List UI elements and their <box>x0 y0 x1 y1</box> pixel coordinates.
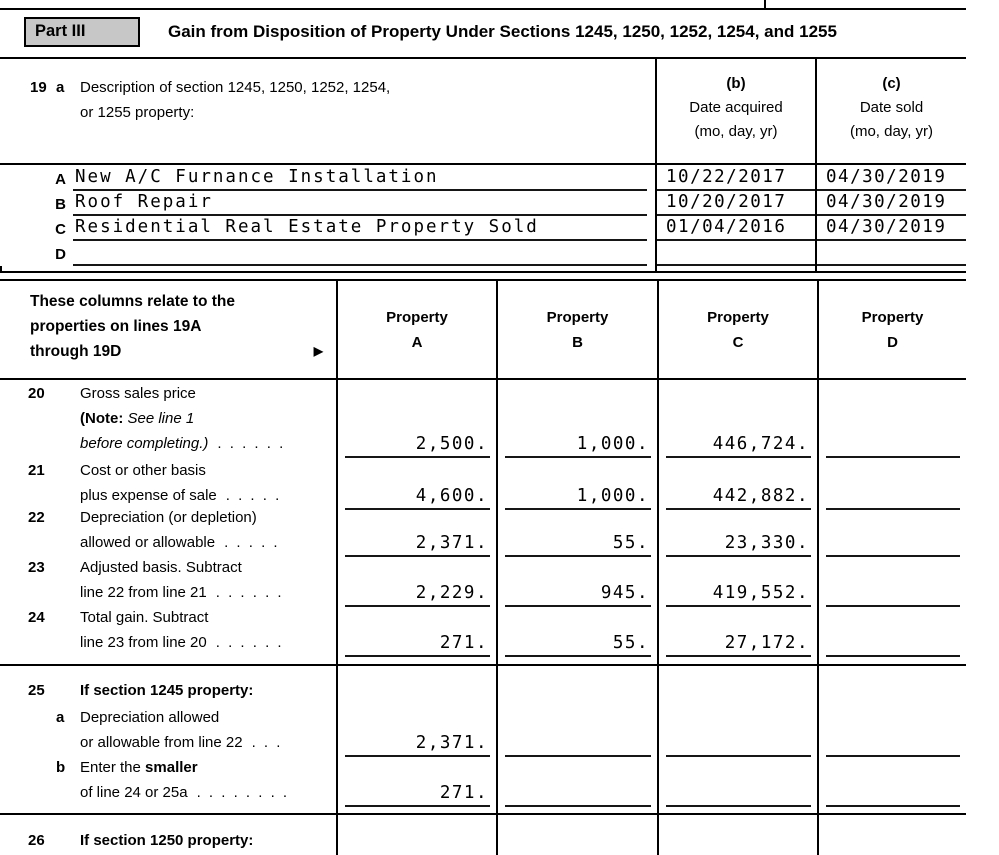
line23-property-d-field[interactable] <box>826 581 960 607</box>
description-field-b[interactable]: Roof Repair <box>73 191 647 216</box>
line19-table-bottom-gap <box>0 266 966 271</box>
line19-number: 19 <box>30 79 47 96</box>
date-sold-field-b[interactable]: 04/30/2019 <box>817 191 966 216</box>
columns-note: These columns relate to the properties on lines 19A through 19D ▶ <box>0 281 336 378</box>
line25b-property-a-field[interactable]: 271. <box>345 781 490 807</box>
line21-label: 21 Cost or other basis plus expense of sale . . . . . <box>28 462 282 504</box>
property-row-b <box>0 191 966 216</box>
line21-row <box>0 458 966 505</box>
properties-table <box>0 279 966 855</box>
line24-property-d-field[interactable] <box>826 631 960 657</box>
line24-label: 24 Total gain. Subtract line 23 from line 20 . . . . . . <box>28 609 284 651</box>
properties-table-header <box>0 281 966 380</box>
line23-property-b-field[interactable]: 945. <box>505 581 651 607</box>
line19-table <box>0 57 966 273</box>
property-d-column-header: Property D <box>817 281 966 378</box>
row-letter-d: D <box>55 246 66 263</box>
line25-heading: 25 If section 1245 property: <box>28 682 254 699</box>
line20-property-d-field[interactable] <box>826 432 960 458</box>
line25a-property-c-field[interactable] <box>666 731 811 757</box>
line19-label-line1: Description of section 1245, 1250, 1252, 1254, <box>80 79 391 96</box>
part-iii-header <box>24 17 837 47</box>
line25-heading-row <box>0 666 966 705</box>
line25a-row <box>0 705 966 755</box>
line23-label: 23 Adjusted basis. Subtract line 22 from line 21 . . . . . . <box>28 559 284 601</box>
column-b-header <box>655 59 815 163</box>
previous-section-bottom-border <box>0 8 966 10</box>
line21-property-b-field[interactable]: 1,000. <box>505 484 651 510</box>
line19-letter: a <box>56 79 65 96</box>
line20-label: 20 Gross sales price (Note: See line 1 before completing.) . . . . . . <box>28 385 286 452</box>
line26-heading-row <box>0 815 966 855</box>
line21-property-c-field[interactable]: 442,882. <box>666 484 811 510</box>
column-c-tag: (c) <box>882 75 901 92</box>
line22-property-a-field[interactable]: 2,371. <box>345 531 490 557</box>
line25b-label: b Enter the smaller of line 24 or 25a . . . . . . . . <box>56 759 290 801</box>
column-b-format: (mo, day, yr) <box>694 123 778 140</box>
row-letter-a: A <box>55 171 66 188</box>
line22-property-c-field[interactable]: 23,330. <box>666 531 811 557</box>
column-c-format: (mo, day, yr) <box>849 123 934 140</box>
line19-description-header <box>0 59 655 163</box>
line20-property-c-field[interactable]: 446,724. <box>666 432 811 458</box>
column-c-header <box>815 59 966 163</box>
property-a-column-header: Property A <box>336 281 496 378</box>
part-label-box: Part III <box>24 17 140 47</box>
line24-property-c-field[interactable]: 27,172. <box>666 631 811 657</box>
line20-row <box>0 380 966 458</box>
line25a-property-d-field[interactable] <box>826 731 960 757</box>
column-b-tag: (b) <box>726 75 746 92</box>
property-row-a <box>0 165 966 191</box>
date-acquired-field-b[interactable]: 10/20/2017 <box>657 191 815 216</box>
date-acquired-field-a[interactable]: 10/22/2017 <box>657 166 815 191</box>
column-c-title: Date sold <box>859 99 924 116</box>
line22-label: 22 Depreciation (or depletion) allowed or allowable . . . . . <box>28 509 280 551</box>
line20-property-a-field[interactable]: 2,500. <box>345 432 490 458</box>
line25a-property-b-field[interactable] <box>505 731 651 757</box>
property-row-c <box>0 216 966 241</box>
right-arrow-icon: ▶ <box>313 344 323 358</box>
line24-property-b-field[interactable]: 55. <box>505 631 651 657</box>
line22-property-d-field[interactable] <box>826 531 960 557</box>
column-b-title: Date acquired <box>689 99 783 116</box>
line25b-row <box>0 755 966 803</box>
description-field-a[interactable]: New A/C Furnance Installation <box>73 166 647 191</box>
description-field-c[interactable]: Residential Real Estate Property Sold <box>73 216 647 241</box>
property-c-column-header: Property C <box>657 281 817 378</box>
date-sold-field-a[interactable]: 04/30/2019 <box>817 166 966 191</box>
date-sold-field-c[interactable]: 04/30/2019 <box>817 216 966 241</box>
line22-row <box>0 505 966 555</box>
line22-property-b-field[interactable]: 55. <box>505 531 651 557</box>
line26-heading: 26 If section 1250 property: <box>28 832 254 849</box>
line25a-label: a Depreciation allowed or allowable from line 22 . . . <box>56 709 283 751</box>
property-b-column-header: Property B <box>496 281 657 378</box>
previous-section-column-divider <box>764 0 766 9</box>
row-letter-c: C <box>55 221 66 238</box>
line19-table-header <box>0 59 966 165</box>
line23-property-a-field[interactable]: 2,229. <box>345 581 490 607</box>
line23-property-c-field[interactable]: 419,552. <box>666 581 811 607</box>
line23-row <box>0 555 966 605</box>
line19-label-line2: or 1255 property: <box>80 104 195 121</box>
line24-property-a-field[interactable]: 271. <box>345 631 490 657</box>
property-row-d <box>0 241 966 266</box>
part-title: Gain from Disposition of Property Under Sections 1245, 1250, 1252, 1254, and 1255 <box>168 22 837 41</box>
line24-row <box>0 605 966 655</box>
line20-property-b-field[interactable]: 1,000. <box>505 432 651 458</box>
line25a-property-a-field[interactable]: 2,371. <box>345 731 490 757</box>
date-acquired-field-c[interactable]: 01/04/2016 <box>657 216 815 241</box>
line21-property-a-field[interactable]: 4,600. <box>345 484 490 510</box>
row-letter-b: B <box>55 196 66 213</box>
section-gap <box>0 655 966 664</box>
